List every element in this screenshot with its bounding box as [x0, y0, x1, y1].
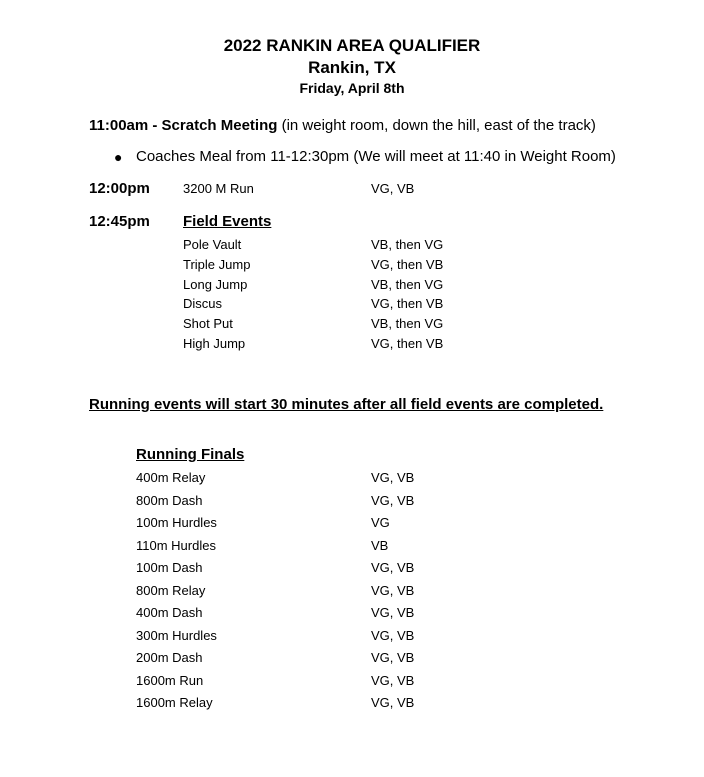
- field-event-name: High Jump: [183, 336, 246, 351]
- running-event-name: 1600m Run: [136, 672, 204, 688]
- running-event-divisions: VG, VB: [371, 470, 415, 485]
- run3200-divisions: VG, VB: [371, 181, 415, 196]
- scratch-title: Scratch Meeting: [161, 117, 278, 134]
- running-event-name: 400m Relay: [136, 470, 206, 485]
- document-title: 2022 RANKIN AREA QUALIFIER: [223, 36, 481, 55]
- running-event-divisions: VG, VB: [371, 650, 415, 665]
- running-finals-heading: Running Finals: [136, 446, 245, 463]
- field-event-order: VG, then VB: [371, 296, 444, 312]
- field-event-name: Shot Put: [183, 316, 233, 332]
- running-event-divisions: VG, VB: [371, 695, 415, 710]
- document-location: Rankin, TX: [308, 58, 396, 77]
- document-date: Friday, April 8th: [299, 80, 405, 96]
- running-event-name: 800m Relay: [136, 582, 206, 598]
- running-event-divisions: VG, VB: [371, 560, 415, 575]
- running-event-divisions: VG, VB: [371, 492, 415, 508]
- running-start-notice: Running events will start 30 minutes after all field events are completed.: [89, 396, 604, 413]
- field-event-name: Triple Jump: [183, 256, 251, 272]
- running-event-divisions: VG, VB: [371, 582, 415, 598]
- running-event-divisions: VG, VB: [371, 605, 415, 620]
- scratch-detail: (in weight room, down the hill, east of the track): [277, 117, 596, 134]
- running-event-name: 1600m Relay: [136, 695, 213, 710]
- scratch-time: 11:00am -: [89, 117, 162, 134]
- field-event-name: Pole Vault: [183, 237, 242, 252]
- bullet-icon: ●: [114, 149, 123, 165]
- field-events-heading: Field Events: [183, 213, 272, 230]
- field-event-order: VG, then VB: [371, 336, 444, 351]
- field-event-name: Discus: [183, 296, 223, 312]
- running-event-divisions: VG, VB: [371, 672, 415, 688]
- running-event-name: 100m Dash: [136, 560, 203, 575]
- coaches-meal-text: Coaches Meal from 11-12:30pm (We will meet at 11:40 in Weight Room): [136, 148, 616, 165]
- running-event-name: 300m Hurdles: [136, 627, 217, 643]
- running-event-name: 110m Hurdles: [136, 537, 216, 553]
- run3200-time: 12:00pm: [89, 180, 150, 197]
- running-event-name: 800m Dash: [136, 492, 203, 508]
- field-event-order: VB, then VG: [371, 316, 444, 332]
- run3200-event: 3200 M Run: [183, 181, 254, 196]
- field-event-order: VG, then VB: [371, 256, 444, 272]
- running-event-divisions: VG, VB: [371, 627, 415, 643]
- running-event-divisions: VB: [371, 537, 389, 553]
- running-event-name: 100m Hurdles: [136, 515, 217, 530]
- running-event-name: 400m Dash: [136, 605, 203, 620]
- scratch-meeting-line: [89, 117, 596, 134]
- field-event-order: VB, then VG: [371, 276, 444, 292]
- running-event-name: 200m Dash: [136, 650, 203, 665]
- field-event-name: Long Jump: [183, 276, 248, 292]
- running-event-divisions: VG: [371, 515, 390, 530]
- field-event-order: VB, then VG: [371, 237, 444, 252]
- field-time: 12:45pm: [89, 213, 150, 230]
